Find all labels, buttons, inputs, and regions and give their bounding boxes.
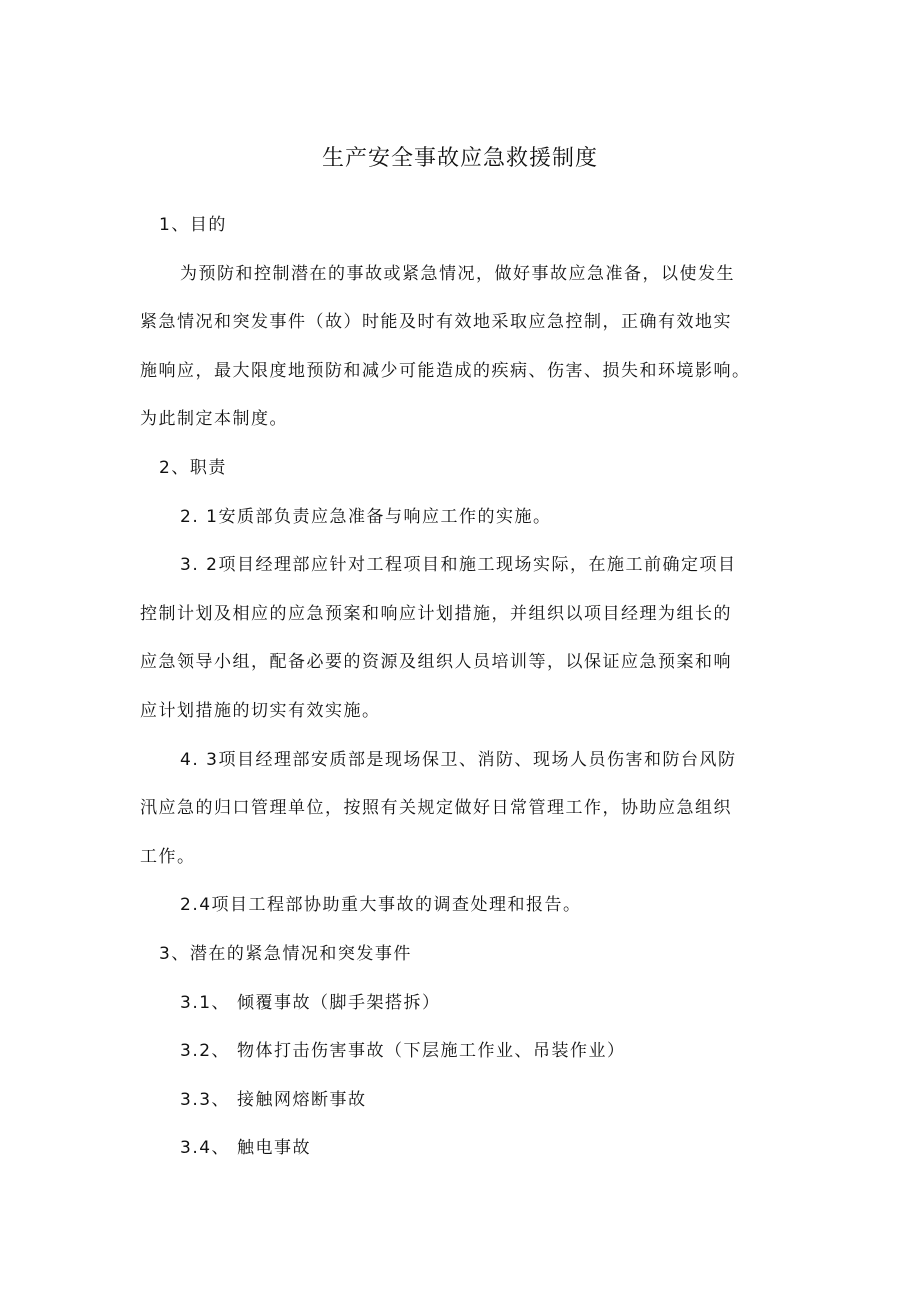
list-item: 3.1、 倾覆事故（脚手架搭拆）	[180, 992, 441, 1013]
document-title: 生产安全事故应急救援制度	[321, 146, 598, 171]
section-heading-duties: 2、职责	[159, 457, 227, 478]
section-heading-emergencies: 3、潜在的紧急情况和突发事件	[159, 943, 412, 964]
section-heading-purpose: 1、目的	[159, 215, 227, 235]
paragraph-line: 工作。	[140, 846, 196, 867]
paragraph-line: 紧急情况和突发事件（故）时能及时有效地采取应急控制，正确有效地实	[140, 312, 732, 333]
paragraph-line: 施响应，最大限度地预防和减少可能造成的疾病、伤害、损失和环境影响。	[140, 360, 751, 381]
list-item: 3.4、 触电事故	[180, 1138, 311, 1159]
paragraph-line: 控制计划及相应的应急预案和响应计划措施，并组织以项目经理为组长的	[140, 603, 732, 624]
paragraph-line: 2. 1安质部负责应急准备与响应工作的实施。	[180, 506, 552, 527]
list-item: 3.3、 接触网熔断事故	[180, 1089, 367, 1110]
paragraph-line: 汛应急的归口管理单位，按照有关规定做好日常管理工作，协助应急组织	[140, 798, 732, 819]
paragraph-line: 应计划措施的切实有效实施。	[140, 700, 381, 721]
list-item: 3.2、 物体打击伤害事故（下层施工作业、吊装作业）	[180, 1041, 626, 1062]
paragraph-line: 为预防和控制潜在的事故或紧急情况，做好事故应急准备，以使发生	[180, 263, 735, 284]
paragraph-line: 3. 2项目经理部应针对工程项目和施工现场实际，在施工前确定项目	[180, 555, 737, 576]
document-body	[140, 205, 800, 1177]
paragraph-line: 2.4项目工程部协助重大事故的调查处理和报告。	[180, 895, 582, 916]
paragraph-line: 为此制定本制度。	[140, 409, 288, 430]
paragraph-line: 4. 3项目经理部安质部是现场保卫、消防、现场人员伤害和防台风防	[180, 749, 737, 770]
paragraph-line: 应急领导小组，配备必要的资源及组织人员培训等，以保证应急预案和响	[140, 652, 732, 673]
